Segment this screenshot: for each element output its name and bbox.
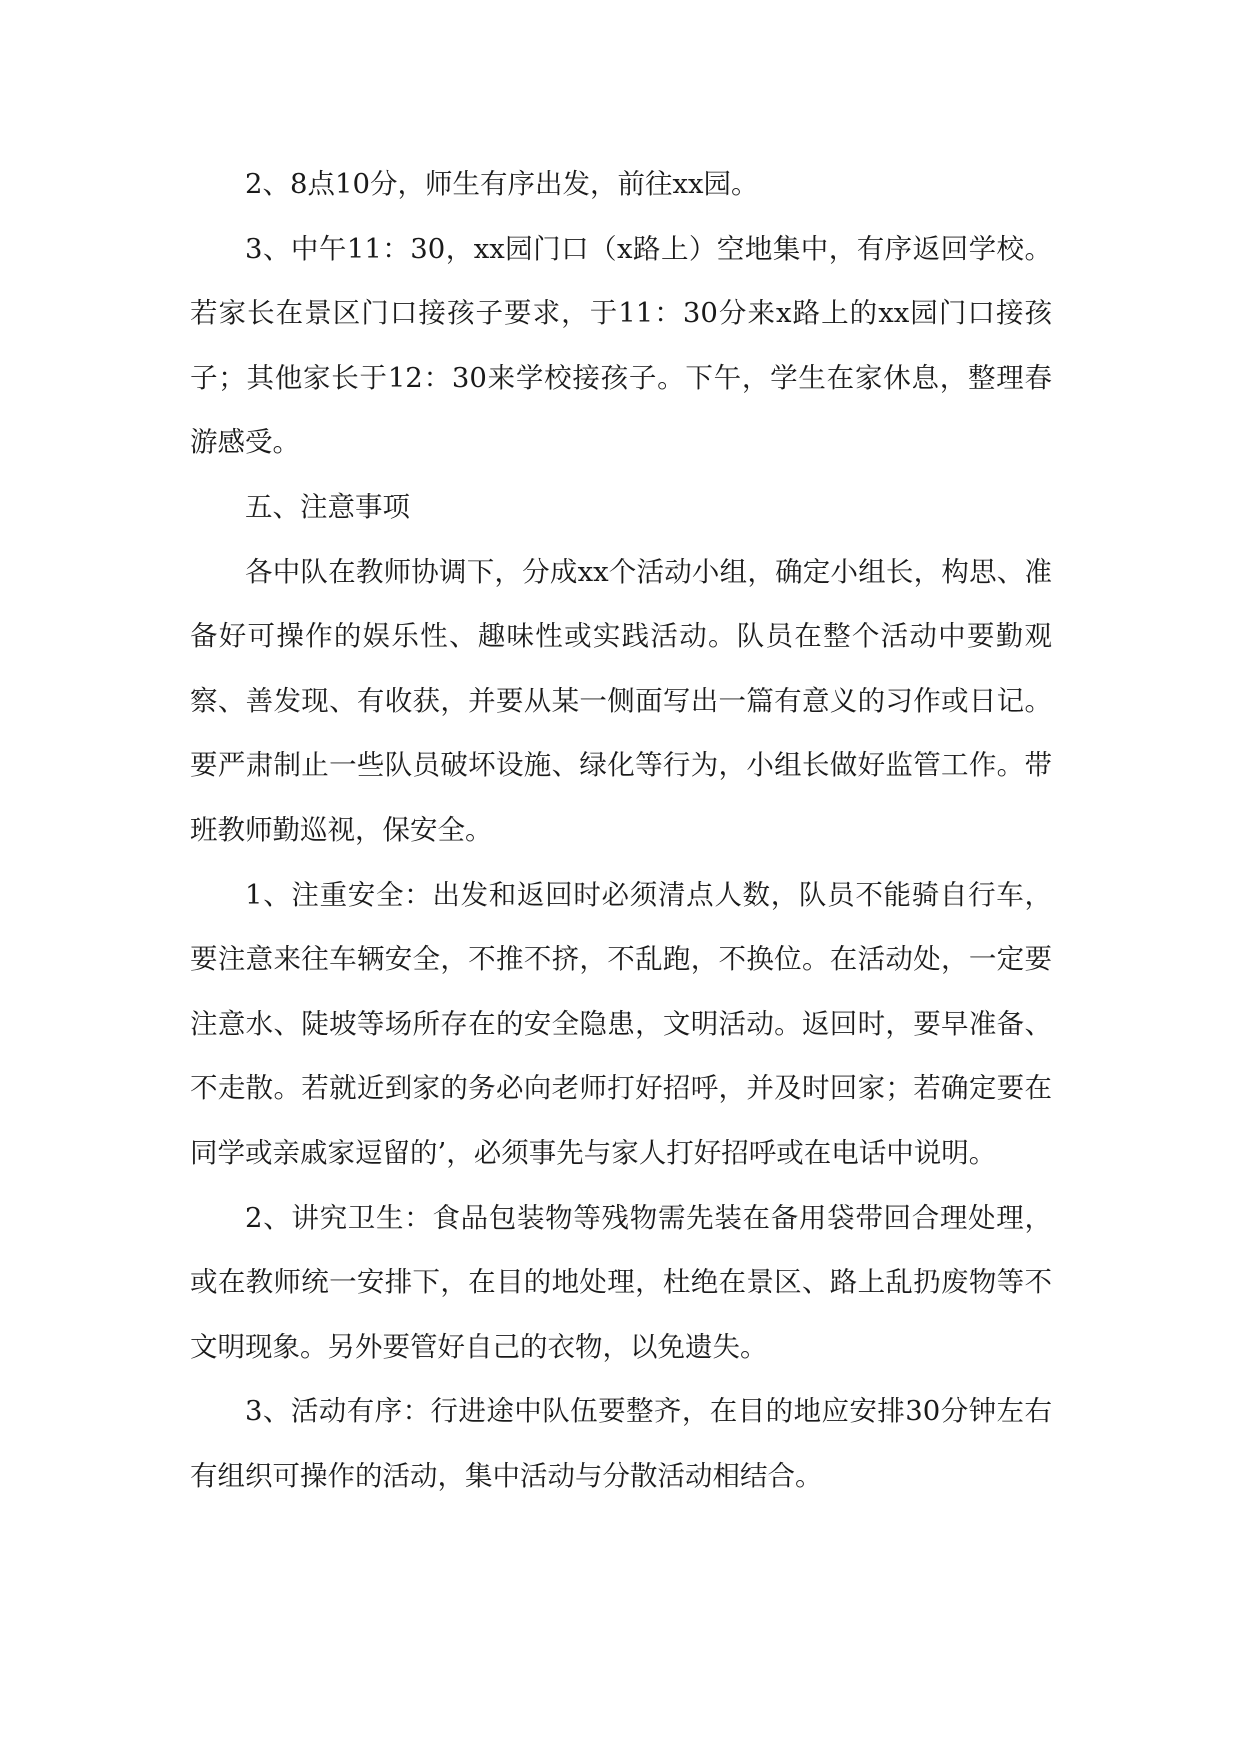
paragraph-order: 3、活动有序：行进途中队伍要整齐，在目的地应安排30分钟左右有组织可操作的活动，集中活动与分散活动相结合。 [190, 1395, 1052, 1492]
paragraph-departure: 2、8点10分，师生有序出发，前往xx园。 [245, 168, 759, 200]
section-heading-notes: 五、注意事项 [245, 490, 410, 523]
paragraph-return: 3、中午11：30，xx园门口（x路上）空地集中，有序返回学校。若家长在景区门口接孩子要求，于11：30分来x路上的xx园门口接孩子；其他家长于12：30来学校接孩子。下午，学生在家休息，整理春游感受。 [190, 232, 1052, 459]
paragraph-hygiene: 2、讲究卫生：食品包装物等残物需先装在备用袋带回合理处理，或在教师统一安排下，在目的地处理，杜绝在景区、路上乱扔废物等不文明现象。另外要管好自己的衣物，以免遗失。 [190, 1201, 1052, 1363]
paragraph-safety: 1、注重安全：出发和返回时必须清点人数，队员不能骑自行车，要注意来往车辆安全，不推不挤，不乱跑，不换位。在活动处，一定要注意水、陡坡等场所存在的安全隐患，文明活动。返回时，要早准备、不走散。若就近到家的务必向老师打好招呼，并及时回家；若确定要在同学或亲戚家逗留的’，必须事先与家人打好招呼或在电话中说明。 [190, 878, 1052, 1169]
document-body [190, 152, 1052, 1508]
paragraph-groups: 各中队在教师协调下，分成xx个活动小组，确定小组长，构思、准备好可操作的娱乐性、趣味性或实践活动。队员在整个活动中要勤观察、善发现、有收获，并要从某一侧面写出一篇有意义的习作或日记。要严肃制止一些队员破坏设施、绿化等行为，小组长做好监管工作。带班教师勤巡视，保安全。 [190, 555, 1052, 846]
